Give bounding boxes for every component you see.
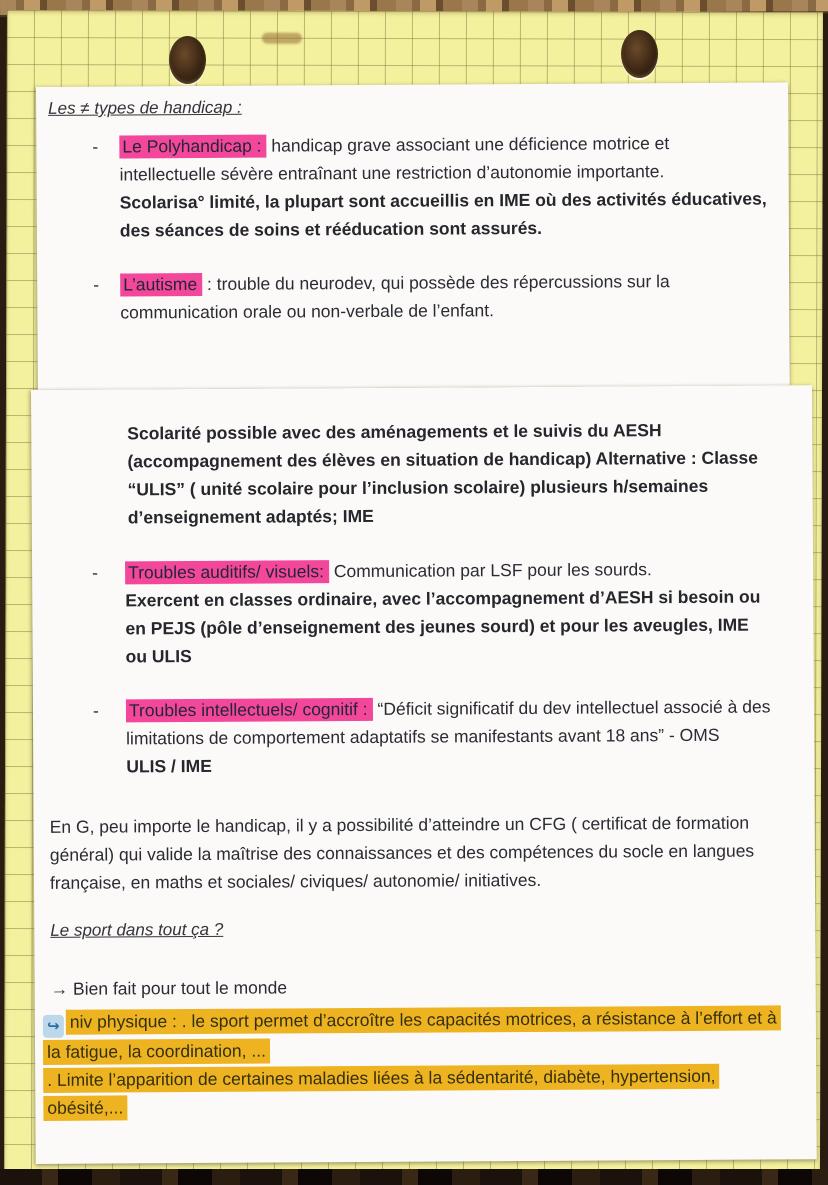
pink-highlighted-heading: L’autisme xyxy=(120,273,202,297)
item-text-line xyxy=(126,692,774,752)
item-text-line xyxy=(120,267,771,327)
list-item-troubles-auditifs xyxy=(92,554,814,670)
paragraph-cfg: En G, peu importe le handicap, il y a possibilité d’atteindre un CFG ( certificat de formation général) qui valide la maîtrise des connaissances et des compétences du socle en langues française, en maths et sociales/ civiques/ autonomie/ initiatives. xyxy=(49,812,755,893)
return-arrow-icon: ↪ xyxy=(43,1015,64,1038)
item-bold-text: Scolarisa° limité, la plupart sont accueillis en IME où des activités éducatives, des séances de soins et rééducation sont assurés. xyxy=(119,188,767,241)
item-bold-text: Exercent en classes ordinaire, avec l’accompagnement d’AESH si besoin ou en PEJS (pôle d’enseignement des jeunes sourd) et pour les aveugles, IME ou ULIS xyxy=(125,586,761,667)
list-item-troubles-intellectuels xyxy=(93,692,814,780)
list-item-body xyxy=(125,554,774,670)
bullet-dash: - xyxy=(93,274,100,295)
paper-stain xyxy=(262,33,302,44)
highlight-line-maladies xyxy=(43,1061,786,1122)
bullet-dash: - xyxy=(92,700,99,721)
item-bold-text: ULIS / IME xyxy=(126,755,212,777)
section-title: Les ≠ types de handicap : xyxy=(48,97,242,118)
highlight-line-physique xyxy=(43,1003,786,1066)
bullet-dash: - xyxy=(92,136,99,157)
list-item-polyhandicap xyxy=(92,129,771,245)
pink-highlighted-heading: Le Polyhandicap : xyxy=(119,135,266,159)
item-text-line xyxy=(119,129,770,189)
pink-highlighted-heading: Troubles intellectuels/ cognitif : xyxy=(126,698,373,723)
item-normal-text: “Déficit significatif du dev intellectuel associé à des limitations de comportement adaptatifs se manifestants avant 18 ans” - OMS xyxy=(126,696,771,749)
white-sheet-top xyxy=(36,82,790,390)
wood-table-bottom-edge xyxy=(0,1169,828,1185)
list-item-body xyxy=(120,267,771,327)
list-item-body xyxy=(126,692,775,780)
item-normal-text: Communication par LSF pour les sourds. xyxy=(328,559,652,582)
punch-hole-right xyxy=(621,30,658,78)
yellow-highlighted-text: niv physique : . le sport permet d’accroître les capacités motrices, a résistance à l’effort et à la fatigue, la coordination, ... xyxy=(43,1005,781,1065)
bullet-dash: - xyxy=(92,562,99,583)
subtitle-sport: Le sport dans tout ça ? xyxy=(50,919,224,940)
item-normal-text: : trouble du neurodev, qui possède des répercussions sur la communication orale ou non-verbale de l’enfant. xyxy=(120,271,670,323)
item-normal-text: handicap grave associant une déficience motrice et intellectuelle sévère entraînant une restriction d’autonomie importante. xyxy=(119,133,670,185)
yellow-highlighted-text: . Limite l’apparition de certaines maladies liées à la sédentarité, diabète, hypertension, obésité,... xyxy=(43,1064,719,1121)
arrow-note-line: → Bien fait pour tout le monde xyxy=(50,977,288,999)
yellow-highlight-block xyxy=(43,1003,787,1122)
white-sheet-bottom xyxy=(31,385,817,1164)
punch-hole-left xyxy=(169,36,206,84)
item-text-line xyxy=(125,554,773,586)
pink-highlighted-heading: Troubles auditifs/ visuels: xyxy=(125,560,329,584)
intro-bold-text: Scolarité possible avec des aménagements et le suivis du AESH (accompagnement des élèves en situation de handicap) Alternative : Classe “ULIS” ( unité scolaire pour l’inclusion scolaire) plusieurs h/semaines d’enseignement adaptés; IME xyxy=(127,420,759,528)
list-item-body xyxy=(119,129,771,245)
list-item-autisme xyxy=(93,267,771,327)
